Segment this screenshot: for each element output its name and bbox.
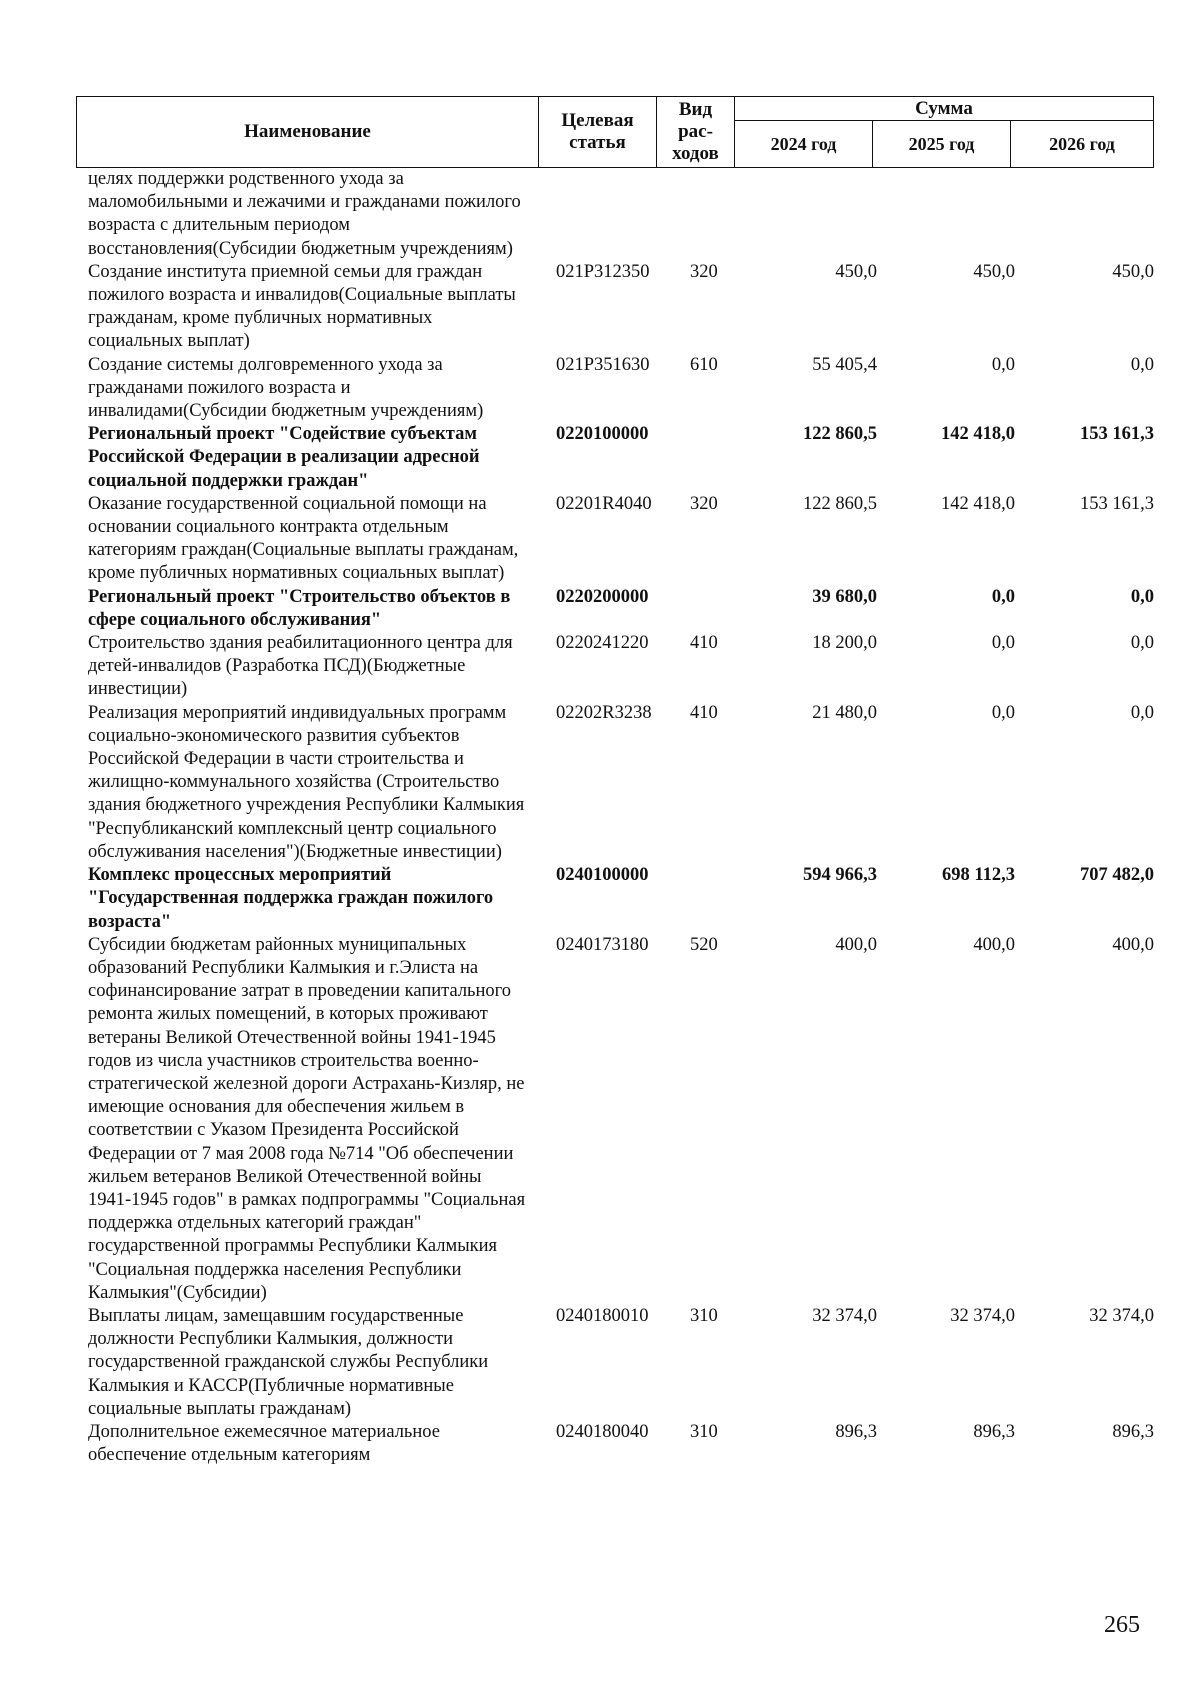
row-amount-2024: 39 680,0 [812, 586, 877, 607]
row-amount-2026: 0,0 [1130, 354, 1154, 375]
row-amount-2025: 142 418,0 [941, 424, 1015, 445]
header-code-label: Целевая статья [561, 110, 634, 153]
row-amount-2024: 400,0 [835, 934, 877, 955]
row-target-code: 0220200000 [556, 586, 649, 607]
header-year-2025: 2025 год [873, 121, 1011, 167]
row-target-code: 02202R3238 [556, 702, 652, 723]
row-amount-2026: 450,0 [1112, 261, 1154, 282]
row-amount-2026: 0,0 [1130, 586, 1154, 607]
row-amount-2026: 32 374,0 [1089, 1305, 1154, 1326]
header-year-2024: 2024 год [735, 121, 873, 167]
row-name: целях поддержки родственного ухода за маломобильными и лежачими и гражданами пожилого возраста с длительным периодом восстановления(Субсидии бюджетным учреждениям) [88, 169, 521, 259]
row-expense-type: 520 [690, 934, 718, 955]
row-target-code: 0240180010 [556, 1305, 649, 1326]
row-name: Дополнительное ежемесячное материальное обеспечение отдельным категориям [88, 1421, 440, 1466]
row-amount-2025: 896,3 [973, 1421, 1015, 1442]
row-amount-2024: 55 405,4 [812, 354, 877, 375]
row-name: Реализация мероприятий индивидуальных программ социально-экономического развития субъектов Российской Федерации в части строительства и жилищно-коммунального хозяйства (Строительство здания бюджетного учреждения Республики Калмыкия "Республиканский комплексный центр социального обслуживания населения")(Бюджетные инвестиции) [88, 702, 525, 862]
row-amount-2026: 707 482,0 [1080, 865, 1154, 886]
row-name: Комплекс процессных мероприятий "Государственная поддержка граждан пожилого возраста" [88, 865, 494, 932]
table-body [0, 168, 1200, 1467]
row-amount-2026: 153 161,3 [1080, 424, 1154, 445]
row-target-code: 0240100000 [556, 865, 649, 886]
row-amount-2026: 153 161,3 [1080, 493, 1154, 514]
row-amount-2026: 896,3 [1112, 1421, 1154, 1442]
row-name: Оказание государственной социальной помощи на основании социального контракта отдельным категориям граждан(Социальные выплаты гражданам, кроме публичных нормативных социальных выплат) [88, 493, 519, 584]
row-expense-type: 310 [690, 1305, 718, 1326]
row-amount-2026: 0,0 [1130, 633, 1154, 654]
row-amount-2024: 594 966,3 [803, 865, 877, 886]
row-target-code: 0220241220 [556, 633, 649, 654]
row-amount-2025: 0,0 [991, 354, 1015, 375]
row-name: Создание института приемной семьи для граждан пожилого возраста и инвалидов(Социальные выплаты гражданам, кроме публичных нормативных социальных выплат) [88, 261, 516, 352]
row-amount-2025: 142 418,0 [941, 493, 1015, 514]
header-name: Наименование [77, 97, 539, 167]
table-row [0, 864, 1200, 934]
row-amount-2024: 450,0 [835, 261, 877, 282]
table-row [0, 168, 1200, 261]
row-expense-type: 410 [690, 633, 718, 654]
table-row [0, 934, 1200, 1305]
header-vid [657, 97, 735, 167]
table-row [0, 354, 1200, 424]
row-amount-2025: 400,0 [973, 934, 1015, 955]
header-vid-line1: Вид [678, 99, 713, 120]
table-row [0, 702, 1200, 864]
row-amount-2025: 32 374,0 [950, 1305, 1015, 1326]
row-name: Выплаты лицам, замещавшим государственные должности Республики Калмыкия, должности государственной гражданской службы Республики Калмыкия и КАССР(Публичные нормативные социальные выплаты гражданам) [88, 1305, 489, 1419]
page-number: 265 [1104, 1612, 1140, 1638]
table-row [0, 1421, 1200, 1467]
header-sum: Сумма [735, 97, 1153, 121]
row-name: Строительство здания реабилитационного центра для детей-инвалидов (Разработка ПСД)(Бюджетные инвестиции) [88, 633, 513, 700]
row-amount-2026: 400,0 [1112, 934, 1154, 955]
row-amount-2025: 0,0 [991, 633, 1015, 654]
row-expense-type: 610 [690, 354, 718, 375]
table-header [76, 96, 1154, 168]
table-row [0, 1305, 1200, 1421]
row-amount-2024: 122 860,5 [803, 493, 877, 514]
table-row [0, 586, 1200, 632]
header-code [539, 97, 657, 167]
row-name: Субсидии бюджетам районных муниципальных образований Республики Калмыкия и г.Элиста на софинансирование затрат в проведении капитального ремонта жилых помещений, в которых проживают ветераны Великой Отечественной войны 1941-1945 годов из числа участников строительства военно-стратегической железной дороги Астрахань-Кизляр, не имеющие основания для обеспечения жильем в соответствии с Указом Президента Российской Федерации от 7 мая 2008 года №714 "Об обеспечении жильем ветеранов Великой Отечественной войны 1941-1945 годов" в рамках подпрограммы "Социальная поддержка отдельных категорий граждан" государственной программы Республики Калмыкия "Социальная поддержка населения Республики Калмыкия"(Субсидии) [88, 934, 526, 1303]
row-expense-type: 320 [690, 493, 718, 514]
header-vid-line3: ходов [672, 143, 719, 164]
row-target-code: 0240173180 [556, 934, 649, 955]
row-name: Региональный проект "Строительство объектов в сфере социального обслуживания" [88, 586, 511, 630]
row-amount-2024: 122 860,5 [803, 424, 877, 445]
row-expense-type: 410 [690, 702, 718, 723]
row-expense-type: 310 [690, 1421, 718, 1442]
table-row [0, 261, 1200, 354]
row-amount-2026: 0,0 [1130, 702, 1154, 723]
row-target-code: 02201R4040 [556, 493, 652, 514]
table-row [0, 423, 1200, 493]
row-amount-2025: 450,0 [973, 261, 1015, 282]
row-target-code: 021P351630 [556, 354, 650, 375]
row-target-code: 0240180040 [556, 1421, 649, 1442]
row-name: Региональный проект "Содействие субъектам Российской Федерации в реализации адресной социальной поддержки граждан" [88, 424, 480, 491]
row-amount-2024: 896,3 [835, 1421, 877, 1442]
header-vid-line2: рас- [678, 121, 713, 142]
row-amount-2024: 32 374,0 [812, 1305, 877, 1326]
table-row [0, 632, 1200, 702]
row-target-code: 0220100000 [556, 424, 649, 445]
row-amount-2024: 18 200,0 [812, 633, 877, 654]
row-amount-2024: 21 480,0 [812, 702, 877, 723]
row-amount-2025: 698 112,3 [942, 865, 1015, 886]
row-amount-2025: 0,0 [991, 702, 1015, 723]
header-year-2026: 2026 год [1049, 134, 1115, 154]
row-amount-2025: 0,0 [991, 586, 1015, 607]
row-name: Создание системы долговременного ухода за гражданами пожилого возраста и инвалидами(Субсидии бюджетным учреждениям) [88, 354, 484, 422]
row-target-code: 021P312350 [556, 261, 650, 282]
table-row [0, 493, 1200, 586]
row-expense-type: 320 [690, 261, 718, 282]
